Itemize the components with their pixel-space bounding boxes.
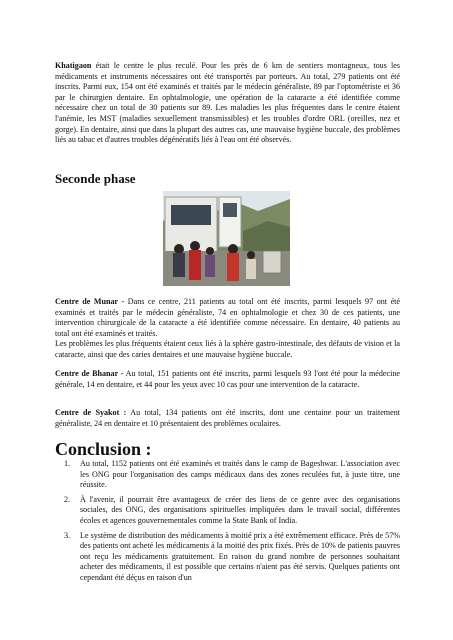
syakot-text: Au total, 134 patients ont été inscrits, dont une centaine pour un traitement généraliste, 24 en dentaire et 10 présentaient des problèmes oculaires. — [55, 408, 400, 428]
conclusion-item-number: 3. — [64, 530, 71, 540]
munar-block — [55, 297, 400, 361]
khatigaon-paragraph — [55, 61, 400, 146]
syakot-label: Centre de Syakot : — [55, 408, 127, 417]
conclusion-item-number: 2. — [64, 494, 71, 504]
khatigaon-label: Khatigaon — [55, 61, 92, 70]
bhanar-label: Centre de Bhanar - — [55, 369, 124, 378]
conclusion-item-3 — [55, 531, 400, 584]
conclusion-item-number: 1. — [64, 459, 71, 468]
bhanar-text: Au total, 151 patients ont été inscrits, parmi lesquels 93 l'ont été pour la médecine générale, 14 en dentaire, et 44 pour les yeux avec 10 cas pour une intervention de la cataracte. — [55, 369, 400, 389]
conclusion-list — [55, 459, 400, 588]
conclusion-item-1 — [55, 459, 400, 491]
munar-paragraph — [55, 297, 400, 339]
camp-photo — [163, 191, 290, 286]
syakot-paragraph — [55, 408, 400, 429]
bhanar-paragraph — [55, 369, 400, 390]
conclusion-item-text: À l'avenir, il pourrait être avantageux de créer des liens de ce genre avec des organisations sociales, des ONG, des organisations spirituelles impliquées dans le travail social, différentes écoles et agences gouvernementales comme la State Bank of India. — [80, 494, 400, 525]
conclusion-heading: Conclusion : — [55, 439, 152, 459]
conclusion-item-2 — [55, 495, 400, 527]
camp-photo-illustration — [163, 191, 290, 286]
second-phase-heading: Seconde phase — [55, 171, 136, 186]
munar-text: Dans ce centre, 211 patients au total ont été inscrits, parmi lesquels 97 ont été examinés et traités par le médecin généraliste, 74 en ophtalmologie et chez 30 de ces patients, une intervention chirurgicale de la cataracte a été identifiée comme nécessaire. En dentaire, 40 patients au total ont été examinés et traités. — [55, 297, 400, 338]
khatigaon-text: était le centre le plus reculé. Pour les près de 6 km de sentiers montagneux, tous les médicaments et instruments nécessaires ont été transportés par porteurs. Au total, 279 patients ont été inscrits. Parmi eux, 154 ont été examinés et traités par le médecin généraliste, 89 par l'optométriste et 36 par le chirurgien dentaire. En ophtalmologie, une opération de la cataracte a été identifiée comme nécessaire chez un total de 30 patients sur 89. Les maladies les plus fréquentes dans le centre étaient l'anémie, les MST (maladies sexuellement transmissibles) et les troubles d'ordre ORL (oreilles, nez et gorge). En dentaire, ainsi que dans la plupart des autres cas, une mauvaise hygiène buccale, des problèmes liés au tabac et d'autres troubles dégénératifs liés à l'eau ont été observés. — [55, 61, 400, 145]
munar-paragraph-2: Les problèmes les plus fréquents étaient ceux liés à la sphère gastro-intestinale, des défauts de vision et la cataracte, ainsi que des caries dentaires et une mauvaise hygiène buccale. — [55, 339, 400, 359]
munar-label: Centre de Munar - — [55, 297, 125, 306]
conclusion-item-text: Le système de distribution des médicaments à moitié prix a été extrêmement efficace. Près de 57% des patients ont acheté les médicaments à la moitié des prix fixés. Près de 10% de patients pauvres ont reçu les médicaments gratuitement. En raison du grand nombre de personnes souhaitant acheter des médicaments, il est possible que certains n'aient pas été servis. Quelques patients ont cependant été déçus en raison d'un — [80, 530, 400, 582]
conclusion-item-text: Au total, 1152 patients ont été examinés et traités dans le camp de Bageshwar. L'association avec les ONG pour l'organisation des camps médicaux dans des zones reculées fut, à juste titre, une réussite. — [80, 459, 400, 490]
